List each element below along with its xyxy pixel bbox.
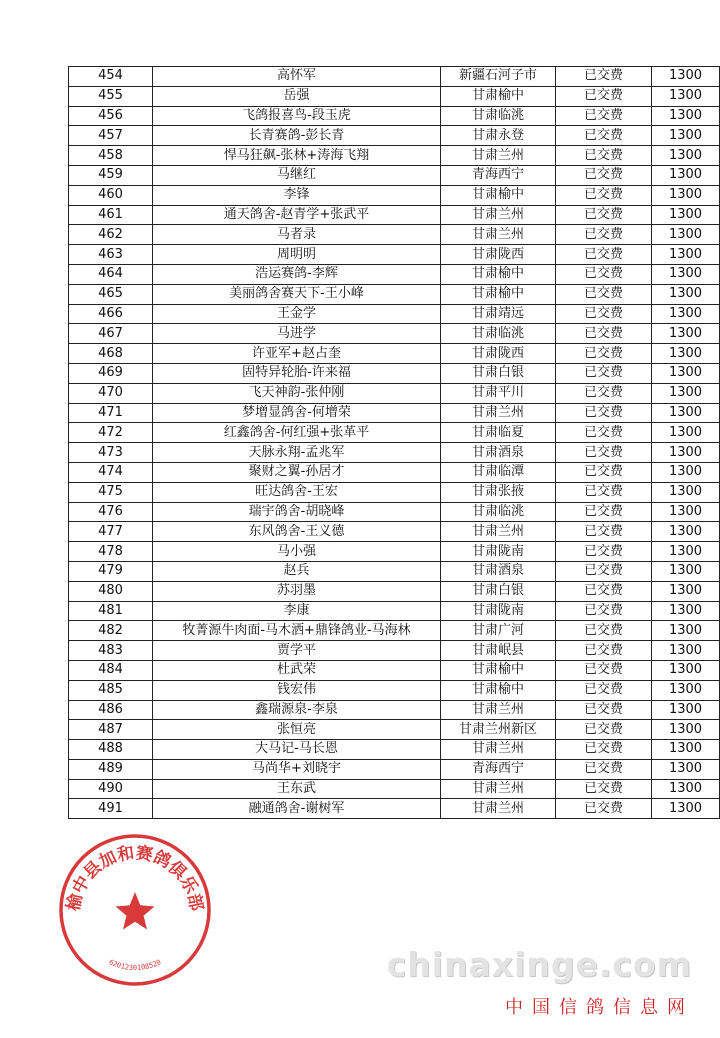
- member-name-cell: 东风鸽舍-王义德: [153, 522, 441, 542]
- fee-amount-cell: 1300: [652, 680, 720, 700]
- region-cell: 甘肃张掖: [441, 482, 556, 502]
- member-name-cell: 马者录: [153, 225, 441, 245]
- entry-number-cell: 463: [69, 245, 153, 265]
- fee-amount-cell: 1300: [652, 700, 720, 720]
- region-cell: 甘肃兰州: [441, 700, 556, 720]
- member-name-cell: 瑞宇鸽舍-胡晓峰: [153, 502, 441, 522]
- fee-status-cell: 已交费: [556, 264, 652, 284]
- region-cell: 甘肃榆中: [441, 680, 556, 700]
- table-row: [69, 542, 720, 562]
- fee-status-cell: 已交费: [556, 799, 652, 819]
- region-cell: 甘肃临潭: [441, 462, 556, 482]
- fee-status-cell: 已交费: [556, 700, 652, 720]
- fee-status-cell: 已交费: [556, 759, 652, 779]
- entry-number-cell: 490: [69, 779, 153, 799]
- fee-status-cell: 已交费: [556, 403, 652, 423]
- region-cell: 甘肃陇西: [441, 344, 556, 364]
- table-row: [69, 502, 720, 522]
- member-name-cell: 牧菁源牛肉面-马木洒+鼎锋鸽业-马海林: [153, 621, 441, 641]
- region-cell: 甘肃广河: [441, 621, 556, 641]
- fee-amount-cell: 1300: [652, 462, 720, 482]
- member-name-cell: 梦增显鸽舍-何增荣: [153, 403, 441, 423]
- fee-amount-cell: 1300: [652, 720, 720, 740]
- entry-number-cell: 469: [69, 363, 153, 383]
- entry-number-cell: 482: [69, 621, 153, 641]
- fee-amount-cell: 1300: [652, 225, 720, 245]
- region-cell: 甘肃兰州新区: [441, 720, 556, 740]
- table-row: [69, 680, 720, 700]
- table-row: [69, 779, 720, 799]
- fee-amount-cell: 1300: [652, 106, 720, 126]
- fee-amount-cell: 1300: [652, 245, 720, 265]
- region-cell: 甘肃榆中: [441, 660, 556, 680]
- member-name-cell: 鑫瑞源泉-李泉: [153, 700, 441, 720]
- region-cell: 甘肃永登: [441, 126, 556, 146]
- fee-amount-cell: 1300: [652, 86, 720, 106]
- table-row: [69, 205, 720, 225]
- fee-status-cell: 已交费: [556, 482, 652, 502]
- entry-number-cell: 468: [69, 344, 153, 364]
- entry-number-cell: 485: [69, 680, 153, 700]
- member-name-cell: 赵兵: [153, 561, 441, 581]
- fee-status-cell: 已交费: [556, 165, 652, 185]
- member-name-cell: 大马记-马长恩: [153, 740, 441, 760]
- entry-number-cell: 466: [69, 304, 153, 324]
- region-cell: 甘肃兰州: [441, 146, 556, 166]
- watermark-site: chinaxinge.com: [386, 945, 692, 984]
- table-row: [69, 740, 720, 760]
- member-name-cell: 浩运赛鸽-李辉: [153, 264, 441, 284]
- entry-number-cell: 454: [69, 67, 153, 87]
- region-cell: 甘肃白银: [441, 581, 556, 601]
- fee-amount-cell: 1300: [652, 779, 720, 799]
- table-row: [69, 561, 720, 581]
- entry-number-cell: 470: [69, 383, 153, 403]
- table-row: [69, 522, 720, 542]
- fee-status-cell: 已交费: [556, 185, 652, 205]
- member-name-cell: 红鑫鸽舍-何红强+张革平: [153, 423, 441, 443]
- fee-amount-cell: 1300: [652, 284, 720, 304]
- table-row: [69, 284, 720, 304]
- region-cell: 甘肃岷县: [441, 641, 556, 661]
- member-name-cell: 高怀军: [153, 67, 441, 87]
- table-row: [69, 324, 720, 344]
- member-name-cell: 李康: [153, 601, 441, 621]
- fee-status-cell: 已交费: [556, 641, 652, 661]
- fee-amount-cell: 1300: [652, 185, 720, 205]
- region-cell: 甘肃兰州: [441, 779, 556, 799]
- roster-body: [69, 67, 720, 819]
- entry-number-cell: 484: [69, 660, 153, 680]
- member-name-cell: 马进学: [153, 324, 441, 344]
- member-name-cell: 美丽鸽舍赛天下-王小峰: [153, 284, 441, 304]
- seal-text: 榆中县加和赛鸽俱乐部: [63, 843, 207, 913]
- fee-status-cell: 已交费: [556, 680, 652, 700]
- fee-status-cell: 已交费: [556, 522, 652, 542]
- fee-amount-cell: 1300: [652, 383, 720, 403]
- table-row: [69, 700, 720, 720]
- table-row: [69, 799, 720, 819]
- fee-amount-cell: 1300: [652, 621, 720, 641]
- table-row: [69, 641, 720, 661]
- table-row: [69, 443, 720, 463]
- table-row: [69, 581, 720, 601]
- fee-amount-cell: 1300: [652, 542, 720, 562]
- fee-status-cell: 已交费: [556, 542, 652, 562]
- watermark-name: 中国信鸽信息网: [505, 997, 694, 1018]
- fee-amount-cell: 1300: [652, 443, 720, 463]
- fee-roster-table: [68, 66, 720, 819]
- entry-number-cell: 458: [69, 146, 153, 166]
- entry-number-cell: 472: [69, 423, 153, 443]
- fee-amount-cell: 1300: [652, 581, 720, 601]
- fee-amount-cell: 1300: [652, 126, 720, 146]
- entry-number-cell: 479: [69, 561, 153, 581]
- fee-amount-cell: 1300: [652, 304, 720, 324]
- fee-status-cell: 已交费: [556, 126, 652, 146]
- entry-number-cell: 475: [69, 482, 153, 502]
- member-name-cell: 杜武荣: [153, 660, 441, 680]
- member-name-cell: 通天鸽舍-赵青学+张武平: [153, 205, 441, 225]
- member-name-cell: 悍马狂飙-张林+涛海飞翔: [153, 146, 441, 166]
- member-name-cell: 固特异轮胎-许来福: [153, 363, 441, 383]
- seal-star-icon: [116, 892, 155, 930]
- fee-status-cell: 已交费: [556, 443, 652, 463]
- member-name-cell: 飞鸽报喜鸟-段玉虎: [153, 106, 441, 126]
- fee-amount-cell: 1300: [652, 601, 720, 621]
- entry-number-cell: 476: [69, 502, 153, 522]
- fee-amount-cell: 1300: [652, 324, 720, 344]
- table-row: [69, 264, 720, 284]
- entry-number-cell: 483: [69, 641, 153, 661]
- region-cell: 甘肃榆中: [441, 185, 556, 205]
- region-cell: 甘肃平川: [441, 383, 556, 403]
- fee-status-cell: 已交费: [556, 601, 652, 621]
- member-name-cell: 长青赛鸽-彭长青: [153, 126, 441, 146]
- fee-status-cell: 已交费: [556, 205, 652, 225]
- fee-amount-cell: 1300: [652, 522, 720, 542]
- table-row: [69, 304, 720, 324]
- fee-status-cell: 已交费: [556, 621, 652, 641]
- table-row: [69, 759, 720, 779]
- entry-number-cell: 456: [69, 106, 153, 126]
- member-name-cell: 苏羽墨: [153, 581, 441, 601]
- fee-status-cell: 已交费: [556, 423, 652, 443]
- region-cell: 甘肃兰州: [441, 740, 556, 760]
- fee-amount-cell: 1300: [652, 423, 720, 443]
- table-row: [69, 621, 720, 641]
- fee-status-cell: 已交费: [556, 344, 652, 364]
- entry-number-cell: 460: [69, 185, 153, 205]
- member-name-cell: 旺达鸽舍-王宏: [153, 482, 441, 502]
- entry-number-cell: 461: [69, 205, 153, 225]
- seal-code: 6201230108520: [107, 958, 163, 972]
- region-cell: 甘肃榆中: [441, 264, 556, 284]
- entry-number-cell: 459: [69, 165, 153, 185]
- table-row: [69, 383, 720, 403]
- table-row: [69, 225, 720, 245]
- entry-number-cell: 465: [69, 284, 153, 304]
- fee-amount-cell: 1300: [652, 482, 720, 502]
- entry-number-cell: 467: [69, 324, 153, 344]
- fee-status-cell: 已交费: [556, 146, 652, 166]
- region-cell: 甘肃酒泉: [441, 561, 556, 581]
- table-row: [69, 601, 720, 621]
- region-cell: 甘肃陇南: [441, 542, 556, 562]
- region-cell: 甘肃临夏: [441, 423, 556, 443]
- region-cell: 甘肃临洮: [441, 106, 556, 126]
- region-cell: 甘肃榆中: [441, 284, 556, 304]
- member-name-cell: 天脉永翔-孟兆军: [153, 443, 441, 463]
- region-cell: 甘肃兰州: [441, 403, 556, 423]
- region-cell: 新疆石河子市: [441, 67, 556, 87]
- entry-number-cell: 473: [69, 443, 153, 463]
- member-name-cell: 马继红: [153, 165, 441, 185]
- fee-status-cell: 已交费: [556, 660, 652, 680]
- table-row: [69, 423, 720, 443]
- entry-number-cell: 486: [69, 700, 153, 720]
- table-row: [69, 86, 720, 106]
- entry-number-cell: 471: [69, 403, 153, 423]
- table-row: [69, 126, 720, 146]
- region-cell: 甘肃临洮: [441, 324, 556, 344]
- member-name-cell: 钱宏伟: [153, 680, 441, 700]
- fee-status-cell: 已交费: [556, 225, 652, 245]
- entry-number-cell: 474: [69, 462, 153, 482]
- region-cell: 甘肃白银: [441, 363, 556, 383]
- fee-amount-cell: 1300: [652, 264, 720, 284]
- entry-number-cell: 480: [69, 581, 153, 601]
- member-name-cell: 聚财之翼-孙居才: [153, 462, 441, 482]
- fee-amount-cell: 1300: [652, 759, 720, 779]
- member-name-cell: 马尚华+刘晓宇: [153, 759, 441, 779]
- fee-amount-cell: 1300: [652, 403, 720, 423]
- region-cell: 甘肃兰州: [441, 205, 556, 225]
- member-name-cell: 王金学: [153, 304, 441, 324]
- member-name-cell: 王东武: [153, 779, 441, 799]
- table-row: [69, 146, 720, 166]
- region-cell: 青海西宁: [441, 165, 556, 185]
- fee-status-cell: 已交费: [556, 106, 652, 126]
- fee-amount-cell: 1300: [652, 660, 720, 680]
- table-row: [69, 660, 720, 680]
- entry-number-cell: 487: [69, 720, 153, 740]
- fee-status-cell: 已交费: [556, 740, 652, 760]
- fee-amount-cell: 1300: [652, 502, 720, 522]
- fee-status-cell: 已交费: [556, 581, 652, 601]
- fee-status-cell: 已交费: [556, 502, 652, 522]
- entry-number-cell: 464: [69, 264, 153, 284]
- fee-status-cell: 已交费: [556, 284, 652, 304]
- fee-status-cell: 已交费: [556, 67, 652, 87]
- member-name-cell: 飞天神韵-张仲刚: [153, 383, 441, 403]
- region-cell: 甘肃兰州: [441, 522, 556, 542]
- fee-status-cell: 已交费: [556, 720, 652, 740]
- fee-status-cell: 已交费: [556, 324, 652, 344]
- table-row: [69, 720, 720, 740]
- table-row: [69, 482, 720, 502]
- fee-status-cell: 已交费: [556, 561, 652, 581]
- fee-amount-cell: 1300: [652, 146, 720, 166]
- fee-amount-cell: 1300: [652, 641, 720, 661]
- region-cell: 甘肃兰州: [441, 225, 556, 245]
- table-row: [69, 363, 720, 383]
- region-cell: 甘肃榆中: [441, 86, 556, 106]
- member-name-cell: 贾学平: [153, 641, 441, 661]
- region-cell: 甘肃酒泉: [441, 443, 556, 463]
- fee-amount-cell: 1300: [652, 67, 720, 87]
- fee-amount-cell: 1300: [652, 205, 720, 225]
- entry-number-cell: 455: [69, 86, 153, 106]
- table-row: [69, 403, 720, 423]
- table-row: [69, 67, 720, 87]
- table-row: [69, 185, 720, 205]
- table-row: [69, 462, 720, 482]
- table-row: [69, 344, 720, 364]
- member-name-cell: 融通鸽舍-谢树军: [153, 799, 441, 819]
- region-cell: 甘肃陇南: [441, 601, 556, 621]
- region-cell: 甘肃临洮: [441, 502, 556, 522]
- fee-status-cell: 已交费: [556, 86, 652, 106]
- entry-number-cell: 488: [69, 740, 153, 760]
- entry-number-cell: 457: [69, 126, 153, 146]
- region-cell: 甘肃兰州: [441, 799, 556, 819]
- fee-status-cell: 已交费: [556, 383, 652, 403]
- fee-amount-cell: 1300: [652, 561, 720, 581]
- fee-status-cell: 已交费: [556, 304, 652, 324]
- member-name-cell: 李锋: [153, 185, 441, 205]
- fee-amount-cell: 1300: [652, 363, 720, 383]
- entry-number-cell: 489: [69, 759, 153, 779]
- entry-number-cell: 478: [69, 542, 153, 562]
- member-name-cell: 周明明: [153, 245, 441, 265]
- fee-status-cell: 已交费: [556, 779, 652, 799]
- fee-amount-cell: 1300: [652, 740, 720, 760]
- entry-number-cell: 491: [69, 799, 153, 819]
- fee-amount-cell: 1300: [652, 799, 720, 819]
- region-cell: 青海西宁: [441, 759, 556, 779]
- fee-status-cell: 已交费: [556, 363, 652, 383]
- table-row: [69, 106, 720, 126]
- club-seal-stamp: [55, 830, 215, 990]
- member-name-cell: 岳强: [153, 86, 441, 106]
- fee-status-cell: 已交费: [556, 245, 652, 265]
- fee-amount-cell: 1300: [652, 165, 720, 185]
- entry-number-cell: 462: [69, 225, 153, 245]
- entry-number-cell: 481: [69, 601, 153, 621]
- table-row: [69, 165, 720, 185]
- fee-status-cell: 已交费: [556, 462, 652, 482]
- member-name-cell: 张恒亮: [153, 720, 441, 740]
- entry-number-cell: 477: [69, 522, 153, 542]
- fee-amount-cell: 1300: [652, 344, 720, 364]
- member-name-cell: 马小强: [153, 542, 441, 562]
- table-row: [69, 245, 720, 265]
- member-name-cell: 许亚军+赵占奎: [153, 344, 441, 364]
- region-cell: 甘肃靖远: [441, 304, 556, 324]
- region-cell: 甘肃陇西: [441, 245, 556, 265]
